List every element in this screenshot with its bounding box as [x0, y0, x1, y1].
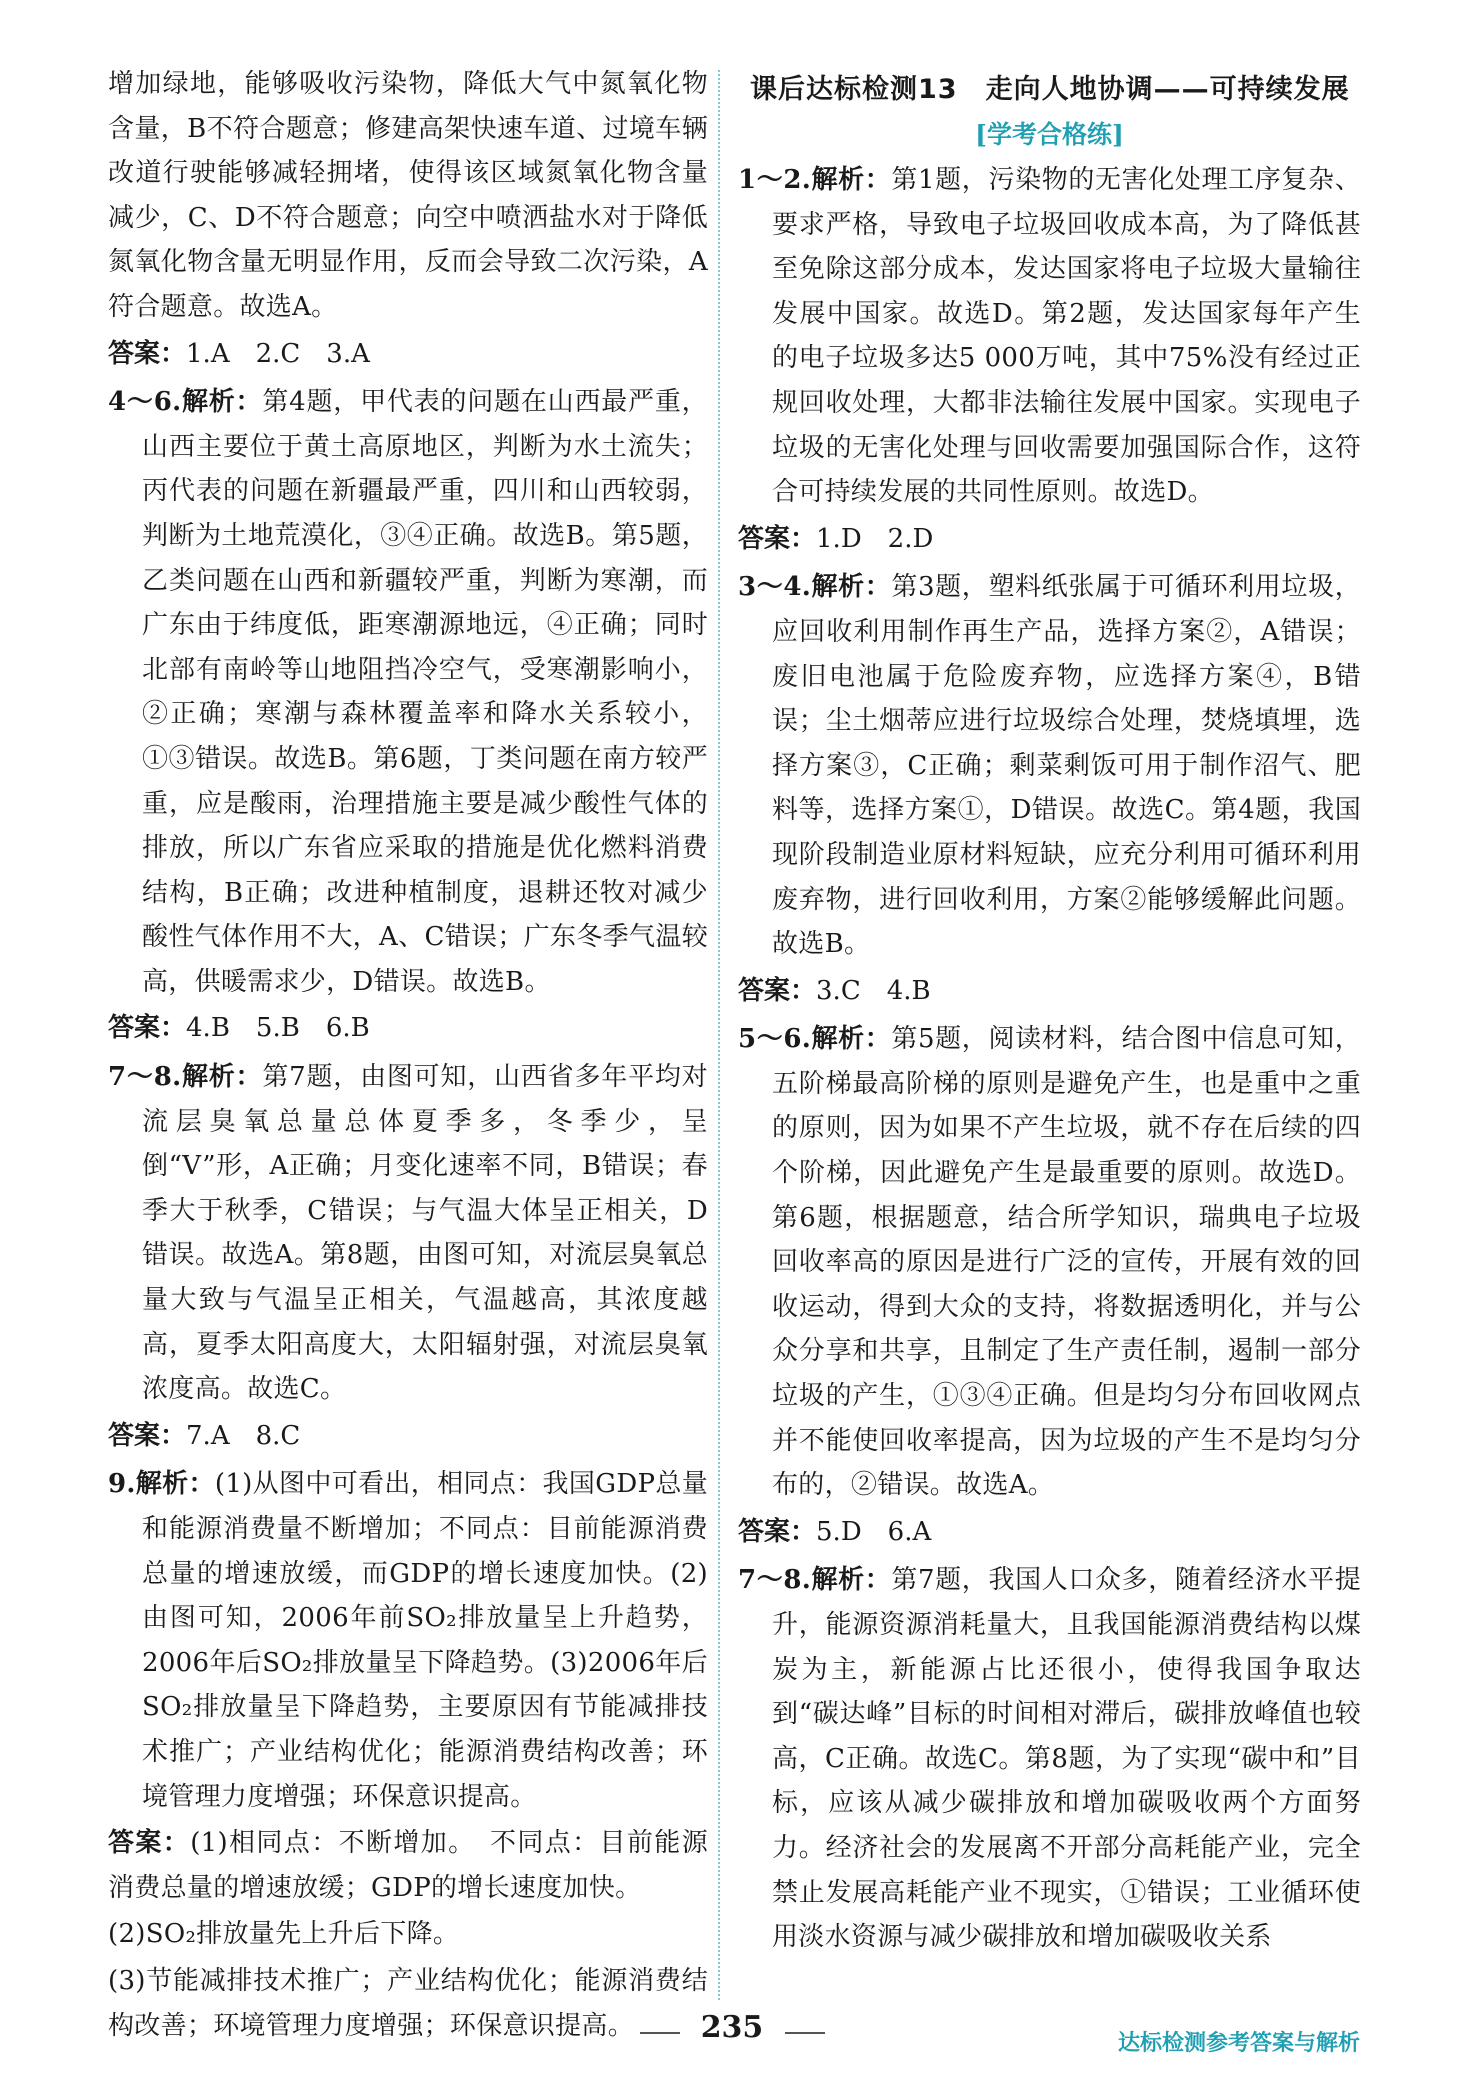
answer-text: 1.D 2.D	[816, 523, 934, 554]
question-number: 7～8.	[738, 1565, 812, 1596]
answer-line: (2)SO₂排放量先上升后下降。	[108, 1919, 460, 1950]
answer-line	[738, 1510, 1361, 1555]
answer-text: 5.D 6.A	[816, 1516, 932, 1547]
analysis-text: 第3题，塑料纸张属于可循环利用垃圾，应回收利用制作再生产品，选择方案②，A错误；废旧电池属于危险废弃物，应选择方案④，B错误；尘土烟蒂应进行垃圾综合处理，焚烧填埋，选择方案③，C正确；剩菜剩饭可用于制作沼气、肥料等，选择方案①，D错误。故选C。第4题，我国现阶段制造业原材料短缺，应充分利用可循环利用废弃物，进行回收利用，方案②能够缓解此问题。故选B。	[772, 572, 1361, 960]
analysis-text: 第4题，甲代表的问题在山西最严重，山西主要位于黄土高原地区，判断为水土流失；丙代表的问题在新疆最严重，四川和山西较弱，判断为土地荒漠化，③④正确。故选B。第5题，乙类问题在山西和新疆较严重，判断为寒潮，而广东由于纬度低，距寒潮源地远，④正确；同时北部有南岭等山地阻挡冷空气，受寒潮影响小，②正确；寒潮与森林覆盖率和降水关系较小，①③错误。故选B。第6题，丁类问题在南方较严重，应是酸雨，治理措施主要是减少酸性气体的排放，所以广东省应采取的措施是优化燃料消费结构，B正确；改进种植制度，退耕还牧对减少酸性气体作用不大，A、C错误；广东冬季气温较高，供暖需求少，D错误。故选B。	[142, 387, 708, 997]
section-subtitle: [学考合格练]	[975, 120, 1124, 149]
analysis-block	[108, 1462, 708, 1819]
analysis-label: 解析：	[135, 1469, 215, 1500]
analysis-label: 解析：	[181, 1062, 263, 1093]
analysis-block	[108, 1055, 708, 1412]
column-divider	[718, 70, 720, 2000]
analysis-block	[738, 565, 1361, 966]
answer-line	[108, 1414, 708, 1459]
answer-label: 答案：	[108, 1828, 191, 1859]
analysis-label: 解析：	[811, 165, 892, 195]
answer-label: 答案：	[738, 523, 817, 554]
answer-text: 7.A 8.C	[186, 1420, 301, 1451]
question-number: 1～2.	[738, 165, 812, 195]
answer-line: (3)节能减排技术推广；产业结构优化；能源消费结构改善；环境管理力度增强；环保意识提高。	[108, 1965, 708, 2041]
answer-text: (1)相同点：不断增加。 不同点：目前能源消费总量的增速放缓；GDP的增长速度加快。	[108, 1828, 708, 1903]
answer-line	[108, 1006, 708, 1051]
analysis-block	[738, 1558, 1361, 1959]
answer-label: 答案：	[738, 975, 817, 1006]
section-title: 课后达标检测13 走向人地协调——可持续发展	[750, 74, 1350, 105]
question-number: 4～6.	[108, 387, 182, 418]
left-column	[108, 62, 708, 2050]
question-number: 9.	[108, 1469, 136, 1500]
analysis-text: (1)从图中可看出，相同点：我国GDP总量和能源消费量不断增加；不同点：目前能源消费总量的增速放缓，而GDP的增长速度加快。(2)由图可知，2006年前SO₂排放量呈上升趋势，2006年后SO₂排放量呈下降趋势。(3)2006年后SO₂排放量呈下降趋势，主要原因有节能减排技术推广；产业结构优化；能源消费结构改善；环境管理力度增强；环保意识提高。	[142, 1469, 708, 1812]
analysis-block	[108, 380, 708, 1004]
answer-text: 4.B 5.B 6.B	[186, 1013, 370, 1044]
analysis-text: 第7题，我国人口众多，随着经济水平提升，能源资源消耗量大，且我国能源消费结构以煤炭为主，新能源占比还很小，使得我国争取达到“碳达峰”目标的时间相对滞后，碳排放峰值也较高，C正确。故选C。第8题，为了实现“碳中和”目标，应该从减少碳排放和增加碳吸收两个方面努力。经济社会的发展离不开部分高耗能产业，完全禁止发展高耗能产业不现实，①错误；工业循环使用淡水资源与减少碳排放和增加碳吸收关系	[772, 1565, 1361, 1953]
answer-text: 1.A 2.C 3.A	[186, 338, 370, 369]
analysis-block	[738, 158, 1361, 515]
answer-line	[738, 969, 1361, 1014]
answer-label: 答案：	[108, 1013, 187, 1044]
analysis-label: 解析：	[811, 572, 892, 603]
answer-line	[738, 517, 1361, 562]
answer-label: 答案：	[738, 1516, 817, 1547]
analysis-label: 解析：	[181, 387, 263, 418]
footer-rule-right	[785, 2032, 825, 2034]
page-number: 235	[700, 2010, 764, 2045]
question-number: 3～4.	[738, 572, 812, 603]
analysis-label: 解析：	[811, 1024, 892, 1055]
analysis-block	[738, 1017, 1361, 1508]
question-number: 7～8.	[108, 1062, 182, 1093]
analysis-text: 第1题，污染物的无害化处理工序复杂、要求严格，导致电子垃圾回收成本高，为了降低甚至免除这部分成本，发达国家将电子垃圾大量输往发展中国家。故选D。第2题，发达国家每年产生的电子垃圾多达5 000万吨，其中75%没有经过正规回收处理，大都非法输往发展中国家。实现电子垃圾的无害化处理与回收需要加强国际合作，这符合可持续发展的共同性原则。故选D。	[772, 165, 1361, 508]
right-column	[738, 62, 1361, 1962]
footer-label: 达标检测参考答案与解析	[1117, 2031, 1360, 2056]
analysis-text: 第7题，由图可知，山西省多年平均对流层臭氧总量总体夏季多，冬季少，呈倒“V”形，A正确；月变化速率不同，B错误；春季大于秋季，C错误；与气温大体呈正相关，D错误。故选A。第8题，由图可知，对流层臭氧总量大致与气温呈正相关，气温越高，其浓度越高，夏季太阳高度大，太阳辐射强，对流层臭氧浓度高。故选C。	[142, 1062, 708, 1405]
answer-line	[108, 332, 708, 377]
answer-text: 3.C 4.B	[816, 975, 931, 1006]
answer-label: 答案：	[108, 338, 187, 369]
analysis-label: 解析：	[811, 1565, 892, 1596]
paragraph: 增加绿地，能够吸收污染物，降低大气中氮氧化物含量，B不符合题意；修建高架快速车道、过境车辆改道行驶能够减轻拥堵，使得该区域氮氧化物含量减少，C、D不符合题意；向空中喷洒盐水对于降低氮氧化物含量无明显作用，反而会导致二次污染，A符合题意。故选A。	[108, 69, 708, 322]
analysis-text: 第5题，阅读材料，结合图中信息可知，五阶梯最高阶梯的原则是避免产生，也是重中之重的原则，因为如果不产生垃圾，就不存在后续的四个阶梯，因此避免产生是最重要的原则。故选D。第6题，根据题意，结合所学知识，瑞典电子垃圾回收率高的原因是进行广泛的宣传，开展有效的回收运动，得到大众的支持，将数据透明化，并与公众分享和共享，且制定了生产责任制，遏制一部分垃圾的产生，①③④正确。但是均匀分布回收网点并不能使回收率提高，因为垃圾的产生不是均匀分布的，②错误。故选A。	[772, 1024, 1361, 1501]
answer-label: 答案：	[108, 1420, 187, 1451]
answer-line	[108, 1821, 708, 1910]
question-number: 5～6.	[738, 1024, 812, 1055]
